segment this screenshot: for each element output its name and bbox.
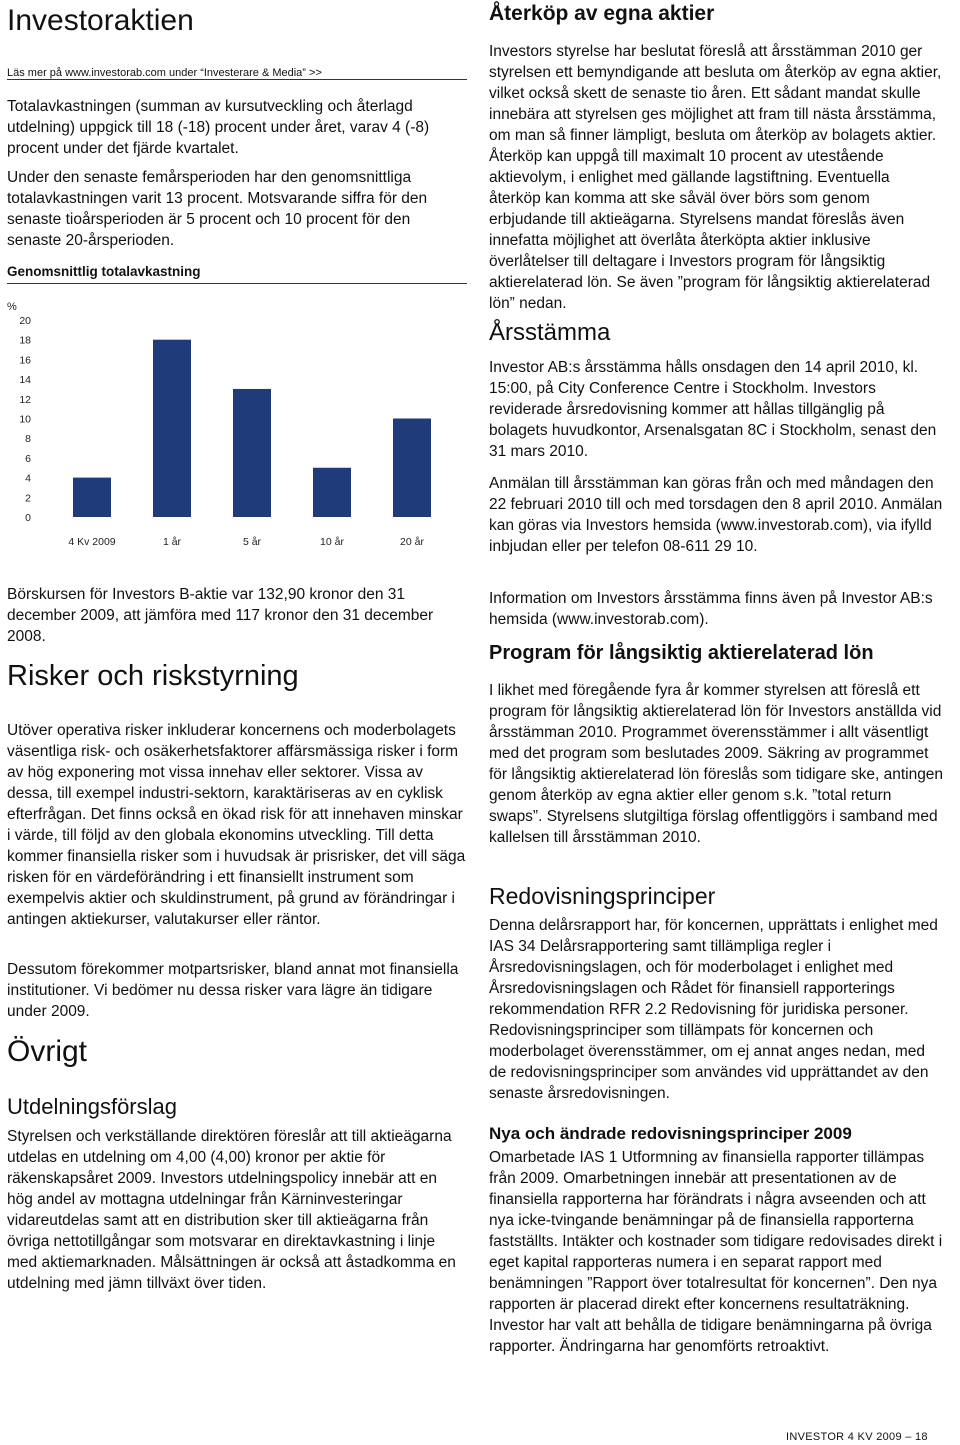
total-return-bar-chart — [7, 290, 467, 555]
arsstamma-heading: Årsstämma — [489, 319, 611, 346]
utdelning-paragraph: Styrelsen och verkställande direktören föreslår att till aktieägarna utdelas en utdelning om 4,00 (4,00) kronor per aktie för räkenskapsåret 2009. Investors utdelningspolicy innebär att en hög andel av mottagna utdelningar från Kärninvesteringar vidareutdelas samt att en distribution sker till aktieägarna från övriga nettotillgångar som motsvarar en direktavkastning i linje med aktiemarknaden. Målsättningen är också att åstadkomma en utdelning med jämn tillväxt över tiden. — [7, 1128, 456, 1292]
program-heading: Program för långsiktig aktierelaterad lön — [489, 642, 874, 664]
arsstamma-paragraph-1: Investor AB:s årsstämma hålls onsdagen den 14 april 2010, kl. 15:00, på City Conference Centre i Stockholm. Investors reviderade årsredovisning kommer att hållas tillgänglig på bolagets huvudkontor, Arsenalsgatan 8C i Stockholm, senast den 31 mars 2010. — [489, 359, 937, 460]
chart-divider — [7, 283, 467, 284]
y-tick-label: 12 — [19, 393, 31, 406]
y-axis-unit: % — [7, 301, 17, 313]
y-tick-label: 8 — [25, 433, 31, 446]
y-tick-label: 18 — [19, 334, 31, 347]
aterkop-heading: Återköp av egna aktier — [489, 2, 715, 25]
bar — [233, 389, 271, 517]
y-tick-label: 2 — [25, 492, 31, 505]
bar — [313, 468, 351, 517]
x-tick-label: 1 år — [162, 536, 182, 548]
risker-paragraph-2: Dessutom förekommer motpartsrisker, bland annat mot finansiella institutioner. Vi bedömer nu dessa risker vara lägre än tidigare under 2009. — [7, 961, 459, 1020]
bar — [153, 340, 191, 517]
page-footer: INVESTOR 4 KV 2009 – 18 — [786, 1431, 928, 1443]
risker-paragraph-1: Utöver operativa risker inkluderar koncernens och moderbolagets väsentliga risk- och osäkerhetsfaktorer affärsmässiga risker i form av hög exponering mot vissa innehav eller sektorer. Vissa av dessa, till exempel industri-sektorn, karaktäriseras av en cyklisk efterfrågan. Det finns också en ökad risk för att innehaven minskar i värde, till följd av den globala ekonomins utveckling. Till detta kommer finansiella risker som i huvudsak är prisrisker, det vill säga risken för en värdeförändring i ett finansiellt instrument som exempelvis aktier och skuldinstrument, på grund av förändringar i antingen aktiekurser, valutakurser eller räntor. — [7, 722, 466, 928]
arsstamma-paragraph-2: Anmälan till årsstämman kan göras från och med måndagen den 22 februari 2010 till och med torsdagen den 8 april 2010. Anmälan kan göras via Investors hemsida (www.investorab.com), via ifylld inbjudan eller per telefon 08-611 29 10. — [489, 475, 943, 555]
femarsperiod-paragraph: Under den senaste femårsperioden har den genomsnittliga totalavkastningen varit 13 procent. Motsvarande siffra för den senaste tioårsperioden är 5 procent och 10 procent för den senaste 20-årsperioden. — [7, 169, 428, 249]
totalavkastning-paragraph: Totalavkastningen (summan av kursutveckling och återlagd utdelning) uppgick till 18 (-18) procent under året, varav 4 (-8) procent under det fjärde kvartalet. — [7, 98, 430, 157]
y-tick-label: 16 — [19, 354, 31, 367]
borskurs-paragraph: Börskursen för Investors B-aktie var 132,90 kronor den 31 december 2009, att jämföra med 117 kronor den 31 december 2008. — [7, 586, 434, 645]
program-paragraph: I likhet med föregående fyra år kommer styrelsen att föreslå ett program för långsiktig aktierelaterad lön för Investors anställda vid årsstämman 2010. Programmet överensstämmer i allt väsentligt med det program som beslutades 2009. Säkring av programmet för långsiktig aktierelaterad lön föreslås som tidigare ske, antingen genom återköp av egna aktier eller genom s.k. ”total return swaps”. Styrelsens slutgiltiga förslag offentliggörs i samband med kallelsen till årsstämman 2010. — [489, 682, 944, 846]
bar — [393, 419, 431, 518]
x-tick-label: 20 år — [400, 536, 424, 548]
divider — [7, 79, 467, 80]
redovisning-heading: Redovisningsprinciper — [489, 883, 716, 909]
investoraktien-heading: Investoraktien — [7, 4, 194, 37]
chart-title: Genomsnittlig totalavkastning — [7, 264, 201, 279]
redovisning-paragraph: Denna delårsrapport har, för koncernen, upprättats i enlighet med IAS 34 Delårsrapportering samt tillämpliga regler i Årsredovisningslagen, och för moderbolaget i enlighet med Årsredovisningslagen och Rådet för finansiell rapporterings rekommendation RFR 2.2 Redovisning för juridiska personer. Redovisningsprinciper som tillämpats för koncernen och moderbolaget överensstämmer, om ej annat anges nedan, med de redovisningsprinciper som användes vid upprättandet av den senaste årsredovisningen. — [489, 917, 938, 1102]
read-more-link[interactable]: Läs mer på www.investorab.com under “Investerare & Media” >> — [7, 67, 322, 79]
y-tick-label: 14 — [19, 374, 31, 387]
aterkop-paragraph: Investors styrelse har beslutat föreslå att årsstämman 2010 ger styrelsen ett bemyndigande att besluta om återköp av egna aktier, vilket också skett de senaste tio åren. Ett sådant mandat skulle innebära att styrelsen ges möjlighet att fram till nästa årsstämma, om man så finner lämpligt, besluta om återköp av bolagets aktier. Återköp kan uppgå till maximalt 10 procent av utestående aktievolym, i enlighet med gällande lagstiftning. Eventuella återköp kan komma att ske såväl över börs som genom erbjudande till aktieägarna. Styrelsens mandat föreslås även innefatta möjlighet att överlåta återköpta aktier inklusive överlåtelser till deltagare i Investors program för långsiktig aktierelaterad lön. Se även ”program för långsiktig aktierelaterad lön” nedan. — [489, 43, 942, 312]
risker-heading: Risker och riskstyrning — [7, 660, 299, 692]
utdelning-heading: Utdelningsförslag — [7, 1094, 177, 1119]
x-tick-label: 4 Kv 2009 — [68, 536, 116, 548]
y-tick-label: 20 — [19, 315, 31, 327]
x-tick-label: 5 år — [242, 536, 262, 548]
nya-principer-paragraph: Omarbetade IAS 1 Utformning av finansiella rapporter tillämpas från 2009. Omarbetningen innebär att presentationen av de finansiella rapporterna har förändrats i några avseenden och att nya icke-tvingande benämningar på de finansiella rapporterna fastställts. Intäkter och kostnader som tidigare redovisades direkt i eget kapital rapporteras numera i en separat rapport med benämningen ”Rapport över totalresultat för koncernen”. Den nya rapporten är placerad direkt efter koncernens resultaträkning. Investor har valt att behålla de tidigare benämningarna på övriga rapporter. Ändringarna har genomförts retroaktivt. — [489, 1149, 943, 1355]
bar — [73, 478, 111, 517]
ovrigt-heading: Övrigt — [7, 1035, 88, 1068]
arsstamma-paragraph-3: Information om Investors årsstämma finns även på Investor AB:s hemsida (www.investorab.com). — [489, 590, 933, 628]
nya-principer-heading: Nya och ändrade redovisningsprinciper 2009 — [489, 1124, 852, 1143]
y-tick-label: 4 — [25, 472, 31, 485]
y-tick-label: 0 — [25, 512, 31, 524]
x-tick-label: 10 år — [320, 536, 344, 548]
y-tick-label: 10 — [19, 413, 31, 426]
y-tick-label: 6 — [25, 452, 31, 465]
